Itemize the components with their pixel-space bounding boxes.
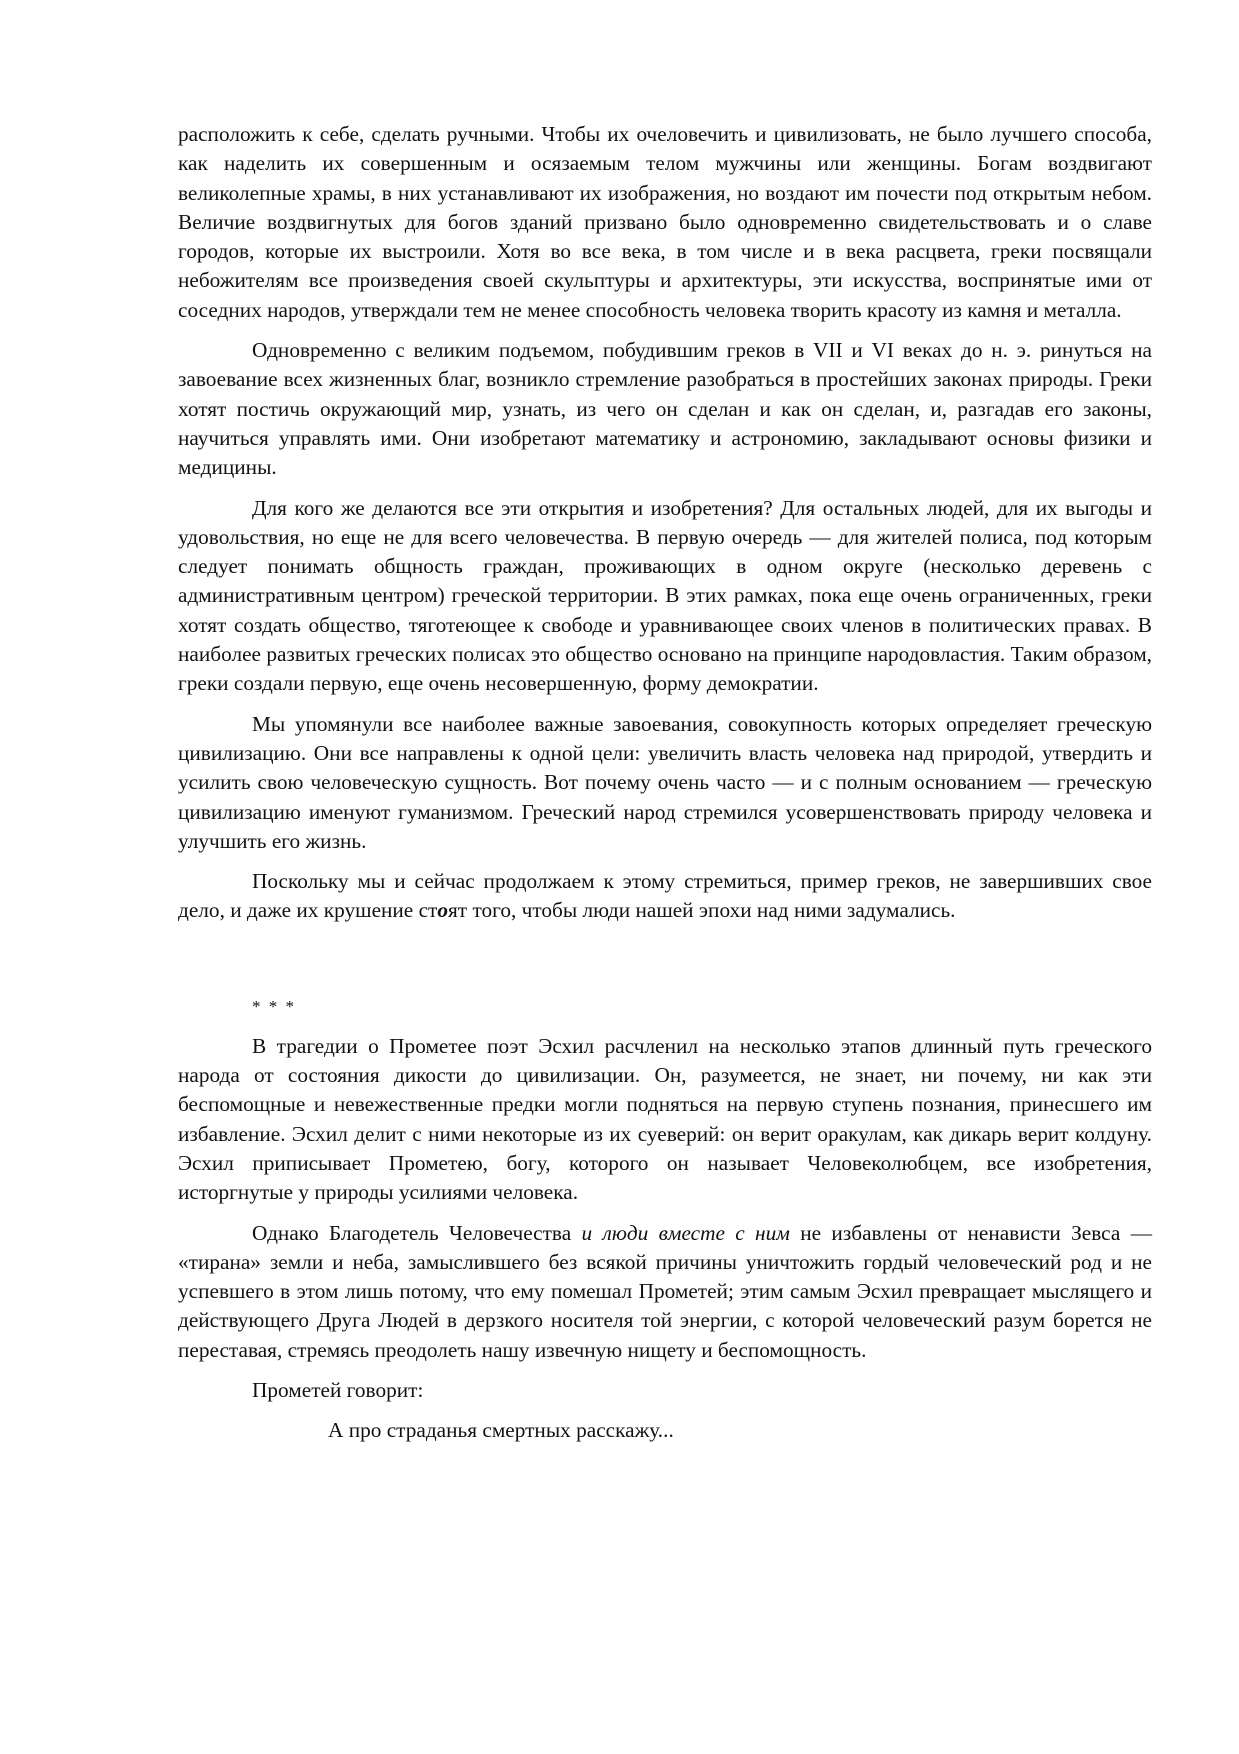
paragraph-5-text-a: Поскольку мы и сейчас продолжаем к этому стремиться, пример греков, не завершивших свое дело, и даже их крушение ст <box>178 869 1152 923</box>
document-page <box>178 120 1152 1446</box>
paragraph-7-text-b: не избавлены от ненависти Зевса — «тирана» земли и неба, замыслившего без всякой причины уничтожить гордый человеческий род и не успевшего в этом лишь потому, что ему помешал Прометей; этим самым Эсхил превращает мыслящего и действующего Друга Людей в дерзкого носителя той энергии, с которой человеческий разум борется не переставая, стремясь преодолеть нашу извечную нищету и беспомощность. <box>178 1220 1153 1362</box>
paragraph-1: расположить к себе, сделать ручными. Чтобы их очеловечить и цивилизовать, не было лучшего способа, как наделить их совершенным и осязаемым телом мужчины или женщины. Богам воздвигают великолепные храмы, в них устанавливают их изображения, но воздают им почести под открытым небом. Величие воздвигнутых для богов зданий призвано было одновременно свидетельствовать и о славе городов, которые их выстроили. Хотя во все века, в том числе и в века расцвета, греки посвящали небожителям все произведения своей скульптуры и архитектуры, эти искусства, воспринятые ими от соседних народов, утверждали тем не менее способность человека творить красоту из камня и металла. <box>178 122 1152 322</box>
paragraph-5-emphasis: о <box>437 898 449 923</box>
paragraph-7-text-a: Однако Благодетель Человечества <box>252 1220 582 1245</box>
paragraph-6: В трагедии о Прометее поэт Эсхил расчленил на несколько этапов длинный путь греческого народа от состояния дикости до цивилизации. Он, разумеется, не знает, ни почему, ни как эти беспомощные и невежественные предки могли подняться на первую ступень познания, принесшего им избавление. Эсхил делит с ними некоторые из их суеверий: он верит оракулам, как дикарь верит колдуну. Эсхил приписывает Прометею, богу, которого он называет Человеколюбцем, все изобретения, исторгнутые у природы усилиями человека. <box>178 1033 1152 1205</box>
verse-line: А про страданья смертных расскажу... <box>328 1418 674 1443</box>
paragraph-7-italic: и люди вместе с ним <box>581 1220 790 1245</box>
section-separator: * * * <box>252 996 296 1016</box>
paragraph-5-text-b: ят того, чтобы люди нашей эпохи над ними задумались. <box>448 898 956 923</box>
paragraph-4: Мы упомянули все наиболее важные завоевания, совокупность которых определяет греческую цивилизацию. Они все направлены к одной цели: увеличить власть человека над природой, утвердить и усилить свою человеческую сущность. Вот почему очень часто — и с полным основанием — греческую цивилизацию именуют гуманизмом. Греческий народ стремился усовершенствовать природу человека и улучшить его жизнь. <box>178 711 1152 853</box>
paragraph-2: Одновременно с великим подъемом, побудившим греков в VII и VI веках до н. э. ринуться на завоевание всех жизненных благ, возникло стремление разобраться в простейших законах природы. Греки хотят постичь окружающий мир, узнать, из чего он сделан и как он сделан, и, разгадав его законы, научиться управлять ими. Они изобретают математику и астрономию, закладывают основы физики и медицины. <box>178 338 1152 480</box>
speech-lead: Прометей говорит: <box>252 1377 424 1402</box>
paragraph-7 <box>178 1219 1152 1365</box>
paragraph-3: Для кого же делаются все эти открытия и изобретения? Для остальных людей, для их выгоды и удовольствия, но еще не для всего человечества. В первую очередь — для жителей полиса, под которым следует понимать общность граждан, проживающих в одном округе (несколько деревень с административным центром) греческой территории. В этих рамках, пока еще очень ограниченных, греки хотят создать общество, тяготеющее к свободе и уравнивающее своих членов в политических правах. В наиболее развитых греческих полисах это общество основано на принципе народовластия. Таким образом, греки создали первую, еще очень несовершенную, форму демократии. <box>178 495 1152 696</box>
paragraph-5 <box>178 867 1152 926</box>
